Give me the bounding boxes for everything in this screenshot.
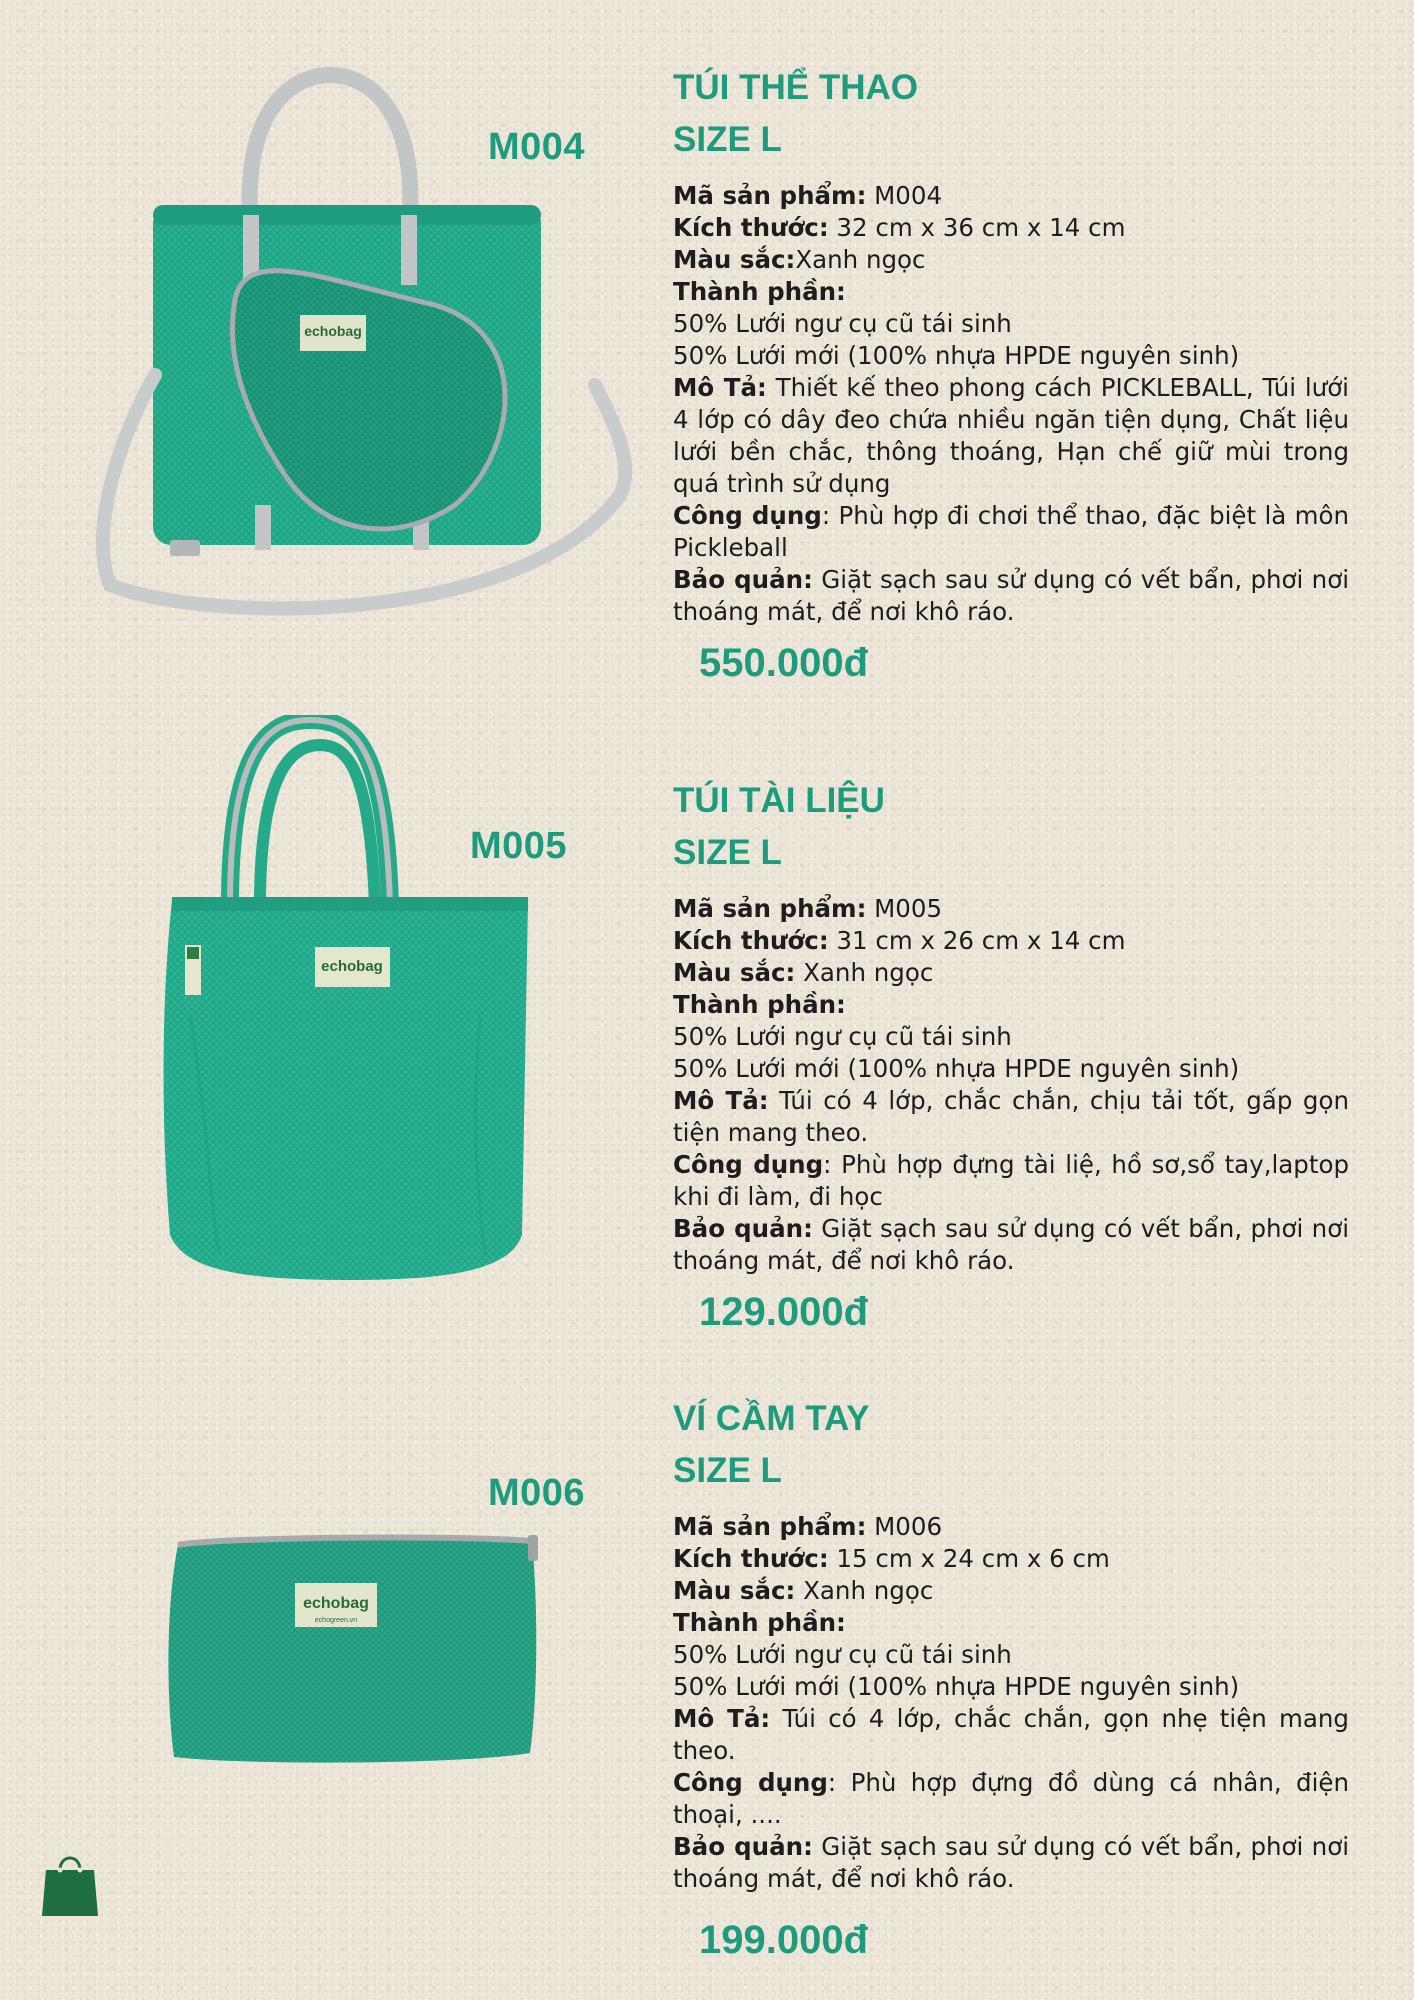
detail-row-description: Mô Tả: Túi có 4 lớp, chắc chắn, gọn nhẹ tiện mang theo.	[673, 1704, 1349, 1765]
detail-row-usage: Công dụng: Phù hợp đựng tài liệ, hồ sơ,sổ tay,laptop khi đi làm, đi học	[673, 1150, 1349, 1211]
detail-row-description: Mô Tả: Túi có 4 lớp, chắc chắn, chịu tải tốt, gấp gọn tiện mang theo.	[673, 1086, 1349, 1147]
shopping-bag-icon	[40, 1848, 100, 1918]
product-size: SIZE L	[673, 1451, 782, 1490]
product-details	[673, 1511, 1349, 1895]
product-title: TÚI TÀI LIỆU	[673, 781, 885, 820]
product-info	[673, 775, 1349, 1339]
detail-row-color: Màu sắc:Xanh ngọc	[673, 245, 926, 274]
detail-row-color: Màu sắc: Xanh ngọc	[673, 958, 934, 987]
detail-row-code: Mã sản phẩm: M006	[673, 1512, 943, 1541]
product-price: 129.000đ	[699, 1290, 869, 1334]
detail-row-size: Kích thước: 31 cm x 26 cm x 14 cm	[673, 926, 1126, 955]
detail-row-code: Mã sản phẩm: M005	[673, 894, 943, 923]
bag-brand-label: echobag	[303, 1595, 369, 1612]
detail-row-size: Kích thước: 15 cm x 24 cm x 6 cm	[673, 1544, 1110, 1573]
detail-row-material-2: 50% Lưới mới (100% nhựa HPDE nguyên sinh)	[673, 1054, 1240, 1083]
detail-row-color: Màu sắc: Xanh ngọc	[673, 1576, 934, 1605]
product-code: M005	[470, 825, 568, 867]
detail-row-material-2: 50% Lưới mới (100% nhựa HPDE nguyên sinh)	[673, 1672, 1240, 1701]
product-price: 550.000đ	[699, 641, 869, 685]
detail-row-care: Bảo quản: Giặt sạch sau sử dụng có vết bẩn, phơi nơi thoáng mát, để nơi khô ráo.	[673, 1832, 1350, 1893]
bag-site-label: echogreen.vn	[314, 1617, 358, 1624]
clutch-pouch-icon	[160, 1525, 540, 1775]
detail-row-material-2: 50% Lưới mới (100% nhựa HPDE nguyên sinh)	[673, 341, 1240, 370]
tote-bag-icon	[150, 715, 535, 1290]
bag-brand-label: echobag	[321, 958, 383, 975]
bag-brand-label: echobag	[304, 323, 362, 339]
product-price: 199.000đ	[699, 1918, 869, 1962]
detail-row-size: Kích thước: 32 cm x 36 cm x 14 cm	[673, 213, 1126, 242]
detail-row-material-1: 50% Lưới ngư cụ cũ tái sinh	[673, 1640, 1012, 1669]
detail-row-code: Mã sản phẩm: M004	[673, 181, 943, 210]
product-details	[673, 180, 1349, 628]
product-info	[673, 62, 1349, 690]
product-title: TÚI THỂ THAO	[673, 68, 918, 107]
detail-row-material-1: 50% Lưới ngư cụ cũ tái sinh	[673, 309, 1012, 338]
detail-row-material: Thành phần:	[673, 990, 846, 1019]
detail-row-care: Bảo quản: Giặt sạch sau sử dụng có vết bẩn, phơi nơi thoáng mát, để nơi khô ráo.	[673, 1214, 1350, 1275]
product-info	[673, 1393, 1349, 1967]
product-size: SIZE L	[673, 120, 782, 159]
product-title: VÍ CẦM TAY	[673, 1399, 870, 1438]
detail-row-material: Thành phần:	[673, 1608, 846, 1637]
detail-row-care: Bảo quản: Giặt sạch sau sử dụng có vết bẩn, phơi nơi thoáng mát, để nơi khô ráo.	[673, 565, 1350, 626]
detail-row-material-1: 50% Lưới ngư cụ cũ tái sinh	[673, 1022, 1012, 1051]
product-code: M006	[488, 1472, 586, 1514]
product-size: SIZE L	[673, 833, 782, 872]
detail-row-description: Mô Tả: Thiết kế theo phong cách PICKLEBALL, Túi lưới 4 lớp có dây đeo chứa nhiều ngăn tiện dụng, Chất liệu lưới bền chắc, thông thoáng, Hạn chế giữ mùi trong quá trình sử dụng	[673, 373, 1349, 498]
detail-row-usage: Công dụng: Phù hợp đựng đồ dùng cá nhân, điện thoại, ....	[673, 1768, 1349, 1829]
detail-row-usage: Công dụng: Phù hợp đi chơi thể thao, đặc biệt là môn Pickleball	[673, 501, 1349, 562]
product-details	[673, 893, 1349, 1277]
detail-row-material: Thành phần:	[673, 277, 846, 306]
product-code: M004	[488, 126, 586, 168]
